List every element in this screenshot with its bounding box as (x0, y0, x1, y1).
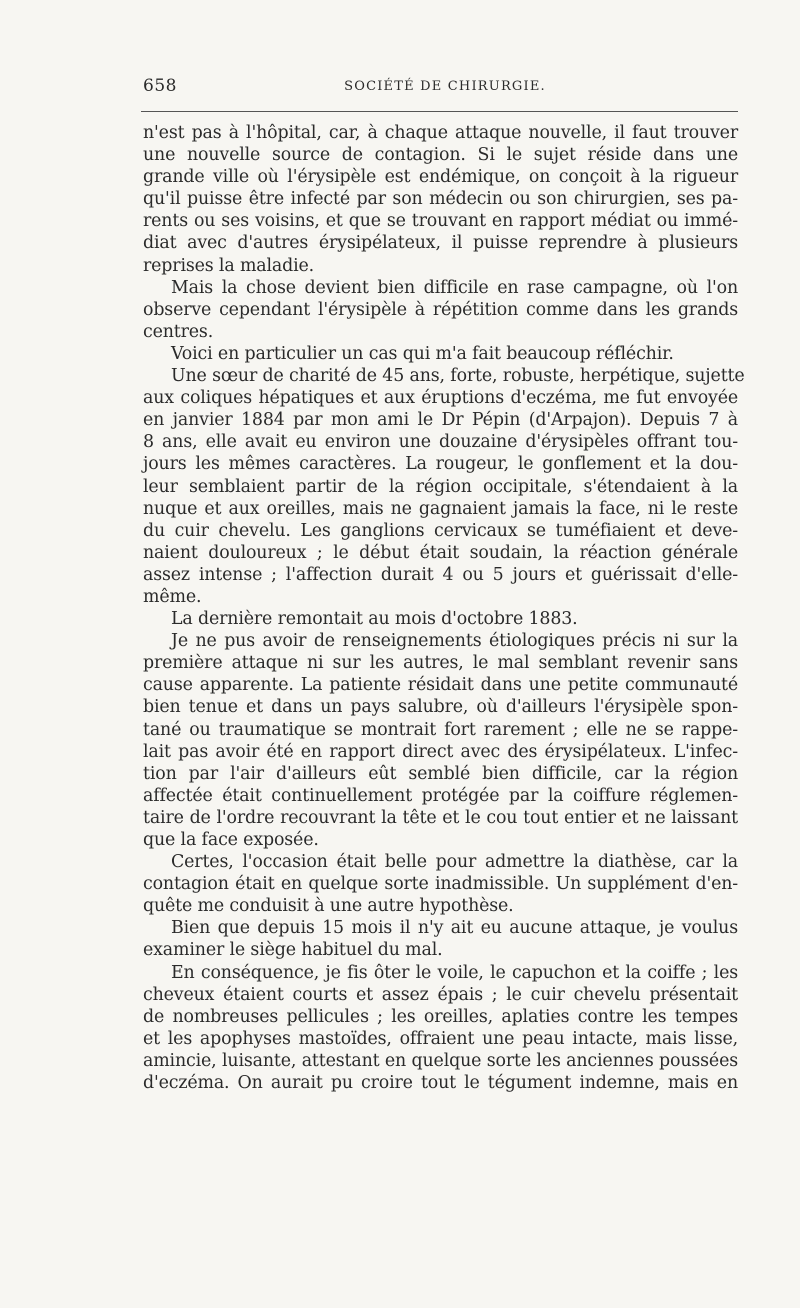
text-line: jours les mêmes caractères. La rougeur, le gonflement et la dou- (143, 454, 738, 475)
text-line: tion par l'air d'ailleurs eût semblé bien difficile, car la région (143, 763, 738, 784)
text-line: reprises la maladie. (143, 255, 315, 276)
text-line: aux coliques hépatiques et aux éruptions d'eczéma, me fut envoyée (143, 388, 738, 409)
text-line: du cuir chevelu. Les ganglions cervicaux se tuméfiaient et deve- (143, 520, 738, 541)
text-line: de nombreuses pellicules ; les oreilles, aplaties contre les tempes (143, 1006, 738, 1027)
text-line: qu'il puisse être infecté par son médecin ou son chirurgien, ses pa- (143, 189, 738, 210)
text-line: une nouvelle source de contagion. Si le sujet réside dans une (143, 145, 738, 166)
text-line: cause apparente. La patiente résidait dans une petite communauté (143, 675, 738, 696)
text-line: d'eczéma. On aurait pu croire tout le tégument indemne, mais en (143, 1073, 738, 1094)
text-line: grande ville où l'érysipèle est endémique, on conçoit à la rigueur (143, 167, 738, 188)
text-line: lait pas avoir été en rapport direct avec des érysipélateux. L'infec- (143, 741, 738, 762)
text-line: bien tenue et dans un pays salubre, où d'ailleurs l'érysipèle spon- (143, 697, 738, 718)
text-line: naient douloureux ; le début était soudain, la réaction générale (143, 542, 738, 563)
text-line: quête me conduisit à une autre hypothèse. (143, 896, 514, 917)
text-line: Je ne pus avoir de renseignements étiologiques précis ni sur la (171, 631, 738, 652)
text-line: et les apophyses mastoïdes, offraient une peau intacte, mais lisse, (143, 1028, 738, 1049)
text-line: nuque et aux oreilles, mais ne gagnaient jamais la face, ni le reste (143, 498, 738, 519)
text-line: Certes, l'occasion était belle pour admettre la diathèse, car la (171, 852, 738, 873)
text-line: que la face exposée. (143, 830, 319, 850)
page-number: 658 (143, 76, 177, 96)
text-line: diat avec d'autres érysipélateux, il puisse reprendre à plusieurs (143, 233, 738, 254)
text-line: Bien que depuis 15 mois il n'y ait eu aucune attaque, je voulus (171, 918, 738, 939)
text-line: cheveux étaient courts et assez épais ; le cuir chevelu présentait (143, 984, 738, 1005)
header-rule (141, 111, 738, 112)
text-line: assez intense ; l'affection durait 4 ou 5 jours et guérissait d'elle- (143, 564, 738, 585)
text-line: en janvier 1884 par mon ami le Dr Pépin (d'Arpajon). Depuis 7 à (143, 410, 738, 431)
text-line: La dernière remontait au mois d'octobre 1883. (171, 609, 578, 630)
text-line: Mais la chose devient bien difficile en rase campagne, où l'on (171, 277, 738, 298)
text-line: Voici en particulier un cas qui m'a fait beaucoup réfléchir. (171, 343, 674, 364)
text-line: même. (143, 586, 202, 607)
text-line: examiner le siège habituel du mal. (143, 940, 443, 961)
body-text (143, 122, 745, 1094)
text-line: tané ou traumatique se montrait fort rarement ; elle ne se rappe- (143, 719, 738, 740)
text-line: première attaque ni sur les autres, le mal semblant revenir sans (143, 653, 738, 674)
text-line: centres. (143, 321, 214, 342)
text-line: leur semblaient partir de la région occipitale, s'étendaient à la (143, 476, 738, 497)
text-line: contagion était en quelque sorte inadmissible. Un supplément d'en- (143, 874, 738, 895)
text-line: amincie, luisante, attestant en quelque sorte les anciennes poussées (143, 1050, 738, 1071)
text-line: affectée était continuellement protégée par la coiffure réglemen- (143, 785, 738, 806)
text-line: rents ou ses voisins, et que se trouvant en rapport médiat ou immé- (143, 211, 738, 232)
running-head: SOCIÉTÉ DE CHIRURGIE. (344, 79, 546, 94)
text-line: 8 ans, elle avait eu environ une douzaine d'érysipèles offrant tou- (143, 432, 738, 453)
text-line: n'est pas à l'hôpital, car, à chaque attaque nouvelle, il faut trouver (143, 123, 738, 143)
text-line: Une sœur de charité de 45 ans, forte, robuste, herpétique, sujette (171, 366, 745, 387)
text-line: taire de l'ordre recouvrant la tête et le cou tout entier et ne laissant (143, 807, 738, 828)
text-line: observe cependant l'érysipèle à répétition comme dans les grands (143, 299, 738, 320)
text-line: En conséquence, je fis ôter le voile, le capuchon et la coiffe ; les (171, 962, 738, 983)
